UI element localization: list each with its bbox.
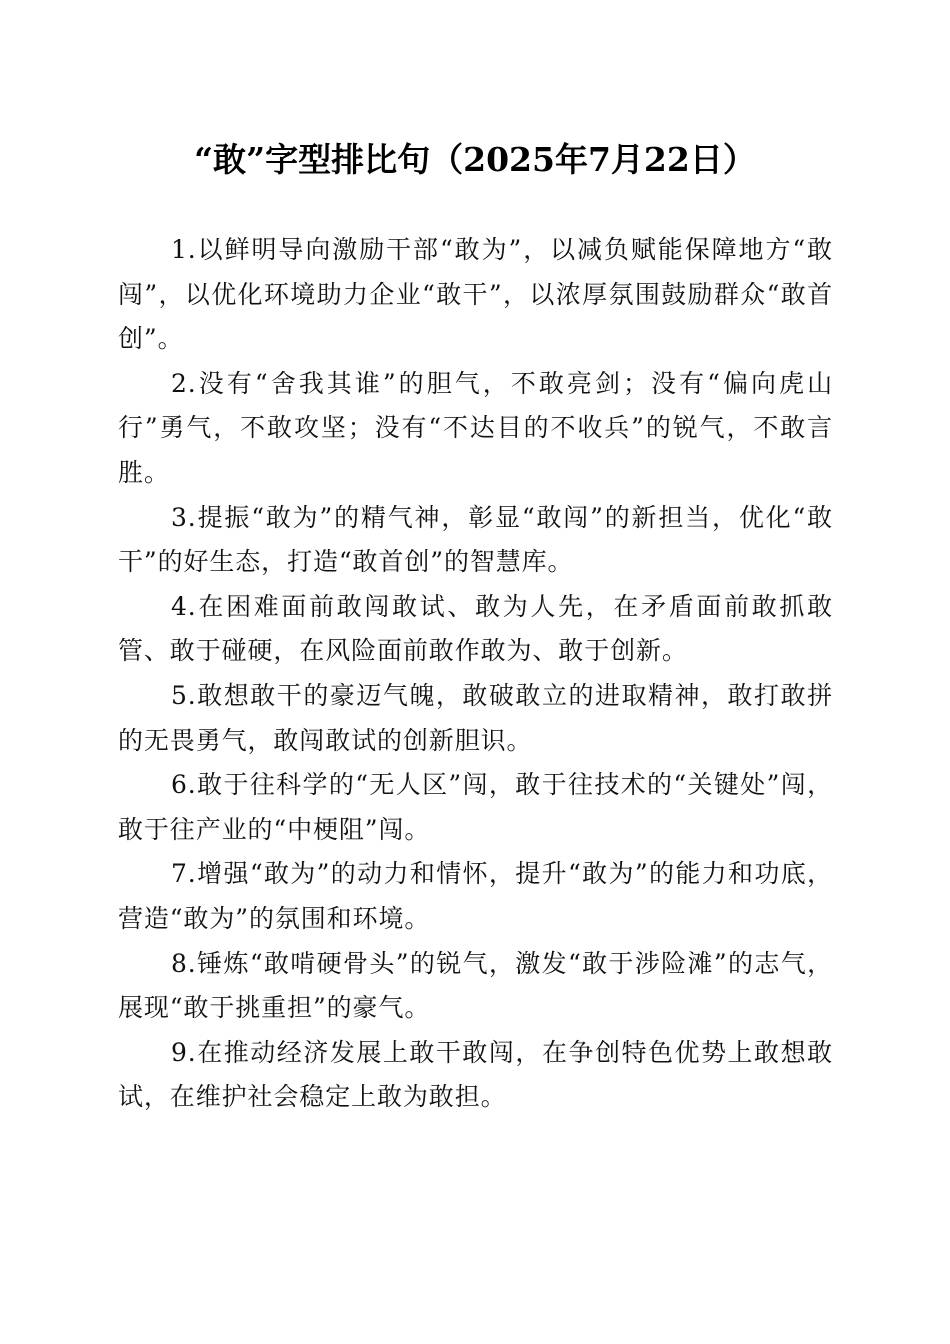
paragraph-7: 7.增强“敢为”的动力和情怀，提升“敢为”的能力和功底，营造“敢为”的氛围和环境。 [118,859,833,933]
paragraph-5: 5.敢想敢干的豪迈气魄，敢破敢立的进取精神，敢打敢拼的无畏勇气，敢闯敢试的创新胆识。 [118,680,833,755]
paragraph-4: 4.在困难面前敢闯敢试、敢为人先，在矛盾面前敢抓敢管、敢于碰硬，在风险面前敢作敢为、敢于创新。 [118,591,833,666]
paragraph-8: 8.锤炼“敢啃硬骨头”的锐气，激发“敢于涉险滩”的志气，展现“敢于挑重担”的豪气。 [118,948,833,1023]
document-body [118,228,833,1120]
paragraph-6: 6.敢于往科学的“无人区”闯，敢于往技术的“关键处”闯，敢于往产业的“中梗阻”闯。 [118,770,833,844]
paragraph-9: 9.在推动经济发展上敢干敢闯，在争创特色优势上敢想敢试，在维护社会稳定上敢为敢担。 [118,1037,833,1112]
paragraph-3: 3.提振“敢为”的精气神，彰显“敢闯”的新担当，优化“敢干”的好生态，打造“敢首创”的智慧库。 [118,502,833,577]
paragraph-1: 1.以鲜明导向激励干部“敢为”，以减负赋能保障地方“敢闯”，以优化环境助力企业“敢干”，以浓厚氛围鼓励群众“敢首创”。 [118,235,833,354]
document-title: “敢”字型排比句（2025年7月22日） [194,140,756,179]
paragraph-2: 2.没有“舍我其谁”的胆气，不敢亮剑；没有“偏向虎山行”勇气，不敢攻坚；没有“不达目的不收兵”的锐气，不敢言胜。 [118,368,833,487]
